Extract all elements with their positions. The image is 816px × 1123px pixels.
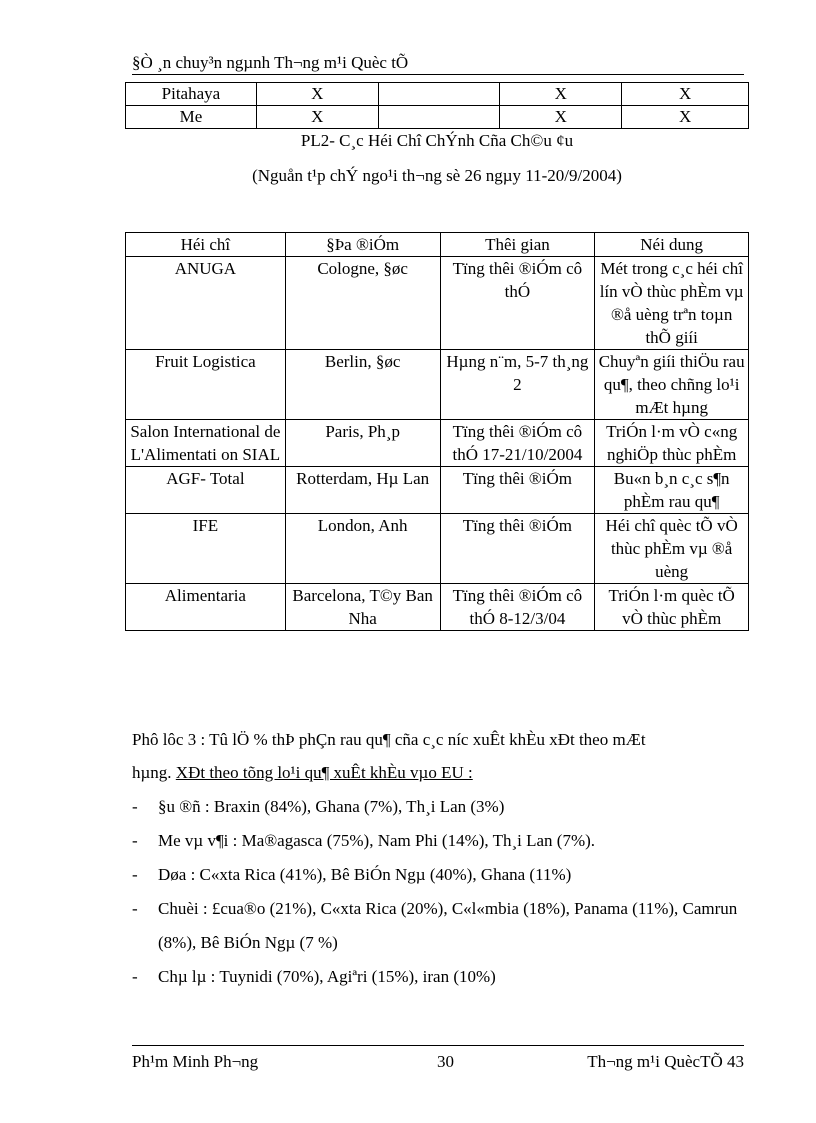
trade-fair-table [125, 232, 749, 631]
list-item-text: Chuèi : £cua®o (21%), C«xta Rica (20%), C«l«mbia (18%), Panama (11%), Camrun (8%), Bê BiÓn Ngµ (7 %) [158, 899, 738, 952]
footer-class: Th¬ng m¹i QuècTÕ 43 [587, 1052, 744, 1071]
appendix-3-paragraph [132, 723, 744, 789]
table-cell: Tïng thêi ®iÓm cô thÓ 8-12/3/04 [440, 584, 595, 631]
list-item [132, 790, 744, 824]
table-cell: Cologne, §øc [285, 257, 440, 350]
table-cell: Barcelona, T©y Ban Nha [285, 584, 440, 631]
top-table [125, 82, 749, 129]
footer-author: Ph¹m Minh Ph¬ng [132, 1052, 259, 1071]
table-cell: Alimentaria [126, 584, 286, 631]
table-cell: Berlin, §øc [285, 350, 440, 420]
table-cell: X [500, 106, 622, 129]
column-header: Héi chî [126, 233, 286, 257]
list-item-text: Me vµ v¶i : Ma®agasca (75%), Nam Phi (14%), Th¸i Lan (7%). [158, 831, 596, 850]
list-item [132, 858, 744, 892]
table-header-row [126, 233, 749, 257]
table-row [126, 467, 749, 514]
page-header: §Ò ¸n chuy³n ngµnh Th¬ng m¹i Quèc tÕ [132, 52, 744, 75]
table-row [126, 420, 749, 467]
pl2-title: PL2- C¸c Héi Chî ChÝnh Cña Ch©u ¢u [300, 131, 574, 150]
table-cell: TriÓn l·m vÒ c«ng nghiÖp thùc phÈm [595, 420, 749, 467]
dash-bullet: - [132, 831, 138, 850]
table-cell: X [256, 106, 378, 129]
table-cell: Tïng thêi ®iÓm cô thÓ [440, 257, 595, 350]
table-cell: Chuyªn giíi thiÖu rau qu¶, theo chñng lo¹i mÆt hµng [595, 350, 749, 420]
list-item-text: §u ®ñ : Braxin (84%), Ghana (7%), Th¸i Lan (3%) [158, 797, 505, 816]
table-row [126, 350, 749, 420]
table-row [126, 514, 749, 584]
table-cell: Héi chî quèc tÕ vÒ thùc phÈm vµ ®å uèng [595, 514, 749, 584]
table-cell: Hµng n¨m, 5-7 th¸ng 2 [440, 350, 595, 420]
table-cell: Paris, Ph¸p [285, 420, 440, 467]
table-cell: ANUGA [126, 257, 286, 350]
table-cell: Me [126, 106, 257, 129]
list-item-text: Døa : C«xta Rica (41%), Bê BiÓn Ngµ (40%), Ghana (11%) [158, 865, 572, 884]
table-cell: TriÓn l·m quèc tÕ vÒ thùc phÈm [595, 584, 749, 631]
list-item [132, 824, 744, 858]
table-cell: Tïng thêi ®iÓm [440, 467, 595, 514]
page-footer [132, 1045, 744, 1076]
column-header: Néi dung [595, 233, 749, 257]
appendix-subheading: XÐt theo tõng lo¹i qu¶ xuÊt khÈu vµo EU : [175, 763, 473, 782]
list-item [132, 960, 744, 994]
dash-bullet: - [132, 967, 138, 986]
table-cell: Tïng thêi ®iÓm [440, 514, 595, 584]
column-header: Thêi gian [440, 233, 595, 257]
table-cell [378, 106, 500, 129]
list-item-text: Chµ lµ : Tuynidi (70%), Agiªri (15%), iran (10%) [158, 967, 496, 986]
page-number: 30 [437, 1052, 454, 1071]
dash-bullet: - [132, 899, 138, 918]
table-cell: X [256, 83, 378, 106]
table-cell: AGF- Total [126, 467, 286, 514]
table-row [126, 584, 749, 631]
table-cell: Tïng thêi ®iÓm cô thÓ 17-21/10/2004 [440, 420, 595, 467]
table-cell: Bu«n b¸n c¸c s¶n phÈm rau qu¶ [595, 467, 749, 514]
dash-bullet: - [132, 865, 138, 884]
appendix-line-1: Phô lôc 3 : Tû lÖ % thÞ phÇn rau qu¶ cña c¸c níc xuÊt khÈu xÐt theo mÆt [132, 730, 646, 749]
list-item [132, 892, 744, 960]
table-cell: Salon International de L'Alimentati on SIAL [126, 420, 286, 467]
dash-bullet: - [132, 797, 138, 816]
table-cell: Mét trong c¸c héi chî lín vÒ thùc phÈm vµ ®å uèng trªn toµn thÕ giíi [595, 257, 749, 350]
appendix-line-2 [132, 756, 744, 789]
table-row [126, 257, 749, 350]
table-cell: IFE [126, 514, 286, 584]
pl2-source: (Nguån t¹p chÝ ngo¹i th¬ng sè 26 ngµy 11-20/9/2004) [252, 166, 622, 185]
table-cell: Pitahaya [126, 83, 257, 106]
table-row [126, 83, 749, 106]
appendix-line-2-prefix: hµng. [132, 763, 176, 782]
table-cell: Fruit Logistica [126, 350, 286, 420]
export-share-list [132, 790, 744, 994]
table-cell: X [500, 83, 622, 106]
table-cell [378, 83, 500, 106]
table-cell: London, Anh [285, 514, 440, 584]
table-cell: X [622, 106, 749, 129]
table-cell: X [622, 83, 749, 106]
table-cell: Rotterdam, Hµ Lan [285, 467, 440, 514]
table-row [126, 106, 749, 129]
column-header: §Þa ®iÓm [285, 233, 440, 257]
